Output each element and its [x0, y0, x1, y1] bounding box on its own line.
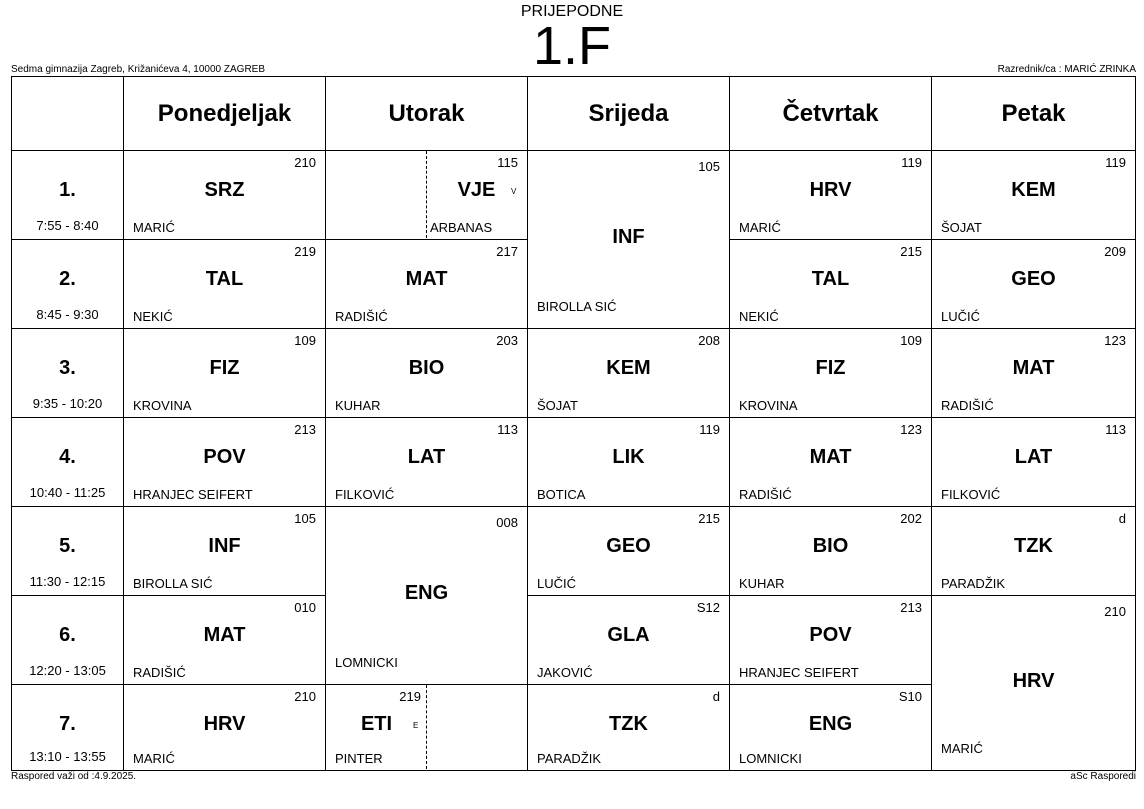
teacher-name: KROVINA [739, 398, 798, 413]
lesson-cell[interactable] [931, 595, 1136, 771]
lesson-cell[interactable] [123, 417, 326, 507]
subject-code: GEO [606, 535, 651, 557]
school-name: Sedma gimnazija Zagreb, Križanićeva 4, 10000 ZAGREB [11, 64, 266, 75]
group-label: V [511, 187, 517, 196]
room-number: 123 [1104, 333, 1126, 348]
period-number: 6. [59, 624, 76, 646]
period-time: 12:20 - 13:05 [29, 663, 106, 678]
subject-code: ENG [404, 582, 449, 604]
teacher-name: KUHAR [335, 398, 381, 413]
lesson-cell[interactable] [729, 150, 932, 240]
lesson-cell[interactable] [729, 328, 932, 418]
room-number: 105 [294, 511, 316, 526]
day-header-0: Ponedjeljak [123, 76, 326, 151]
room-number: 109 [294, 333, 316, 348]
period-number: 5. [59, 535, 76, 557]
lesson-cell[interactable] [123, 506, 326, 596]
room-number: S10 [898, 689, 922, 704]
teacher-name: MARIĆ [133, 751, 175, 766]
lesson-cell[interactable] [729, 595, 932, 685]
teacher-name: ŠOJAT [537, 398, 578, 413]
room-number: 119 [901, 155, 922, 170]
room-number: 217 [496, 244, 518, 259]
teacher-name: FILKOVIĆ [941, 487, 1001, 502]
subject-code: MAT [809, 446, 852, 468]
room-number: 202 [900, 511, 922, 526]
lesson-cell[interactable] [931, 417, 1136, 507]
subject-code: LAT [1014, 446, 1053, 468]
valid-from-note: Raspored važi od :4.9.2025. [11, 771, 137, 782]
period-cell [11, 239, 124, 329]
teacher-name: PINTER [335, 751, 383, 766]
lesson-cell[interactable] [123, 595, 326, 685]
period-number: 1. [59, 179, 76, 201]
period-cell [11, 417, 124, 507]
subject-code: TAL [205, 268, 244, 290]
period-time: 8:45 - 9:30 [36, 307, 99, 322]
teacher-name: MARIĆ [133, 220, 175, 235]
room-number: 119 [1105, 155, 1126, 170]
lesson-cell[interactable] [931, 150, 1136, 240]
subject-code: ENG [808, 713, 853, 735]
subject-code: KEM [606, 357, 651, 379]
subject-code: POV [809, 624, 852, 646]
subject-code: TZK [609, 713, 648, 735]
subject-code: SRZ [204, 179, 245, 201]
room-number: 109 [900, 333, 922, 348]
day-header-4: Petak [931, 76, 1136, 151]
room-number: d [1118, 511, 1126, 526]
room-number: d [712, 689, 720, 704]
subject-code: INF [612, 226, 645, 248]
lesson-cell[interactable] [325, 506, 528, 685]
subject-code: GLA [607, 624, 650, 646]
teacher-name: PARADŽIK [537, 751, 602, 766]
teacher-name: NEKIĆ [133, 309, 173, 324]
room-number: 008 [496, 515, 518, 530]
subject-code: INF [208, 535, 241, 557]
subject-code: VJE [457, 179, 496, 201]
teacher-name: RADIŠIĆ [335, 309, 388, 324]
teacher-name: KUHAR [739, 576, 785, 591]
room-number: 219 [294, 244, 316, 259]
day-header-1: Utorak [325, 76, 528, 151]
day-header-2: Srijeda [527, 76, 730, 151]
teacher-name: RADIŠIĆ [133, 665, 186, 680]
day-header-3: Četvrtak [729, 76, 932, 151]
class-title: 1.F [532, 16, 612, 76]
subject-code: HRV [809, 179, 852, 201]
room-number: 010 [294, 600, 316, 615]
lesson-cell[interactable] [123, 150, 326, 240]
room-number: 215 [698, 511, 720, 526]
period-number: 7. [59, 713, 76, 735]
lesson-cell[interactable] [325, 328, 528, 418]
lesson-cell[interactable] [123, 684, 326, 771]
lesson-cell[interactable] [123, 239, 326, 329]
teacher-name: JAKOVIĆ [537, 665, 593, 680]
teacher-name: ARBANAS [430, 220, 493, 235]
lesson-cell[interactable] [527, 506, 730, 596]
subject-code: MAT [203, 624, 246, 646]
lesson-cell[interactable] [325, 417, 528, 507]
lesson-cell[interactable] [527, 417, 730, 507]
corner-cell [11, 76, 124, 151]
period-cell [11, 328, 124, 418]
subject-code: POV [203, 446, 246, 468]
room-number: 215 [900, 244, 922, 259]
lesson-cell[interactable] [325, 150, 528, 240]
subject-code: LAT [407, 446, 446, 468]
period-time: 13:10 - 13:55 [29, 749, 106, 764]
room-number: 115 [497, 155, 518, 170]
lesson-cell[interactable] [325, 684, 528, 771]
period-cell [11, 506, 124, 596]
period-number: 3. [59, 357, 76, 379]
lesson-cell[interactable] [527, 684, 730, 771]
room-number: 213 [294, 422, 316, 437]
teacher-name: BIROLLA SIĆ [133, 576, 213, 591]
period-cell [11, 684, 124, 771]
period-time: 9:35 - 10:20 [32, 396, 103, 411]
subject-code: LIK [612, 446, 645, 468]
teacher-name: LOMNICKI [335, 655, 398, 670]
subject-code: BIO [408, 357, 445, 379]
room-number: 203 [496, 333, 518, 348]
room-number: 219 [399, 689, 421, 704]
timetable-grid [11, 76, 1135, 770]
lesson-cell[interactable] [325, 239, 528, 329]
lesson-cell[interactable] [123, 328, 326, 418]
subject-code: HRV [203, 713, 246, 735]
subject-code: MAT [1012, 357, 1055, 379]
teacher-name: KROVINA [133, 398, 192, 413]
subject-code: ETI [360, 713, 393, 735]
room-number: 113 [497, 422, 518, 437]
teacher-name: BOTICA [537, 487, 586, 502]
teacher-name: NEKIĆ [739, 309, 779, 324]
lesson-cell[interactable] [729, 239, 932, 329]
subject-code: TAL [811, 268, 850, 290]
lesson-cell[interactable] [729, 684, 932, 771]
lesson-cell[interactable] [527, 595, 730, 685]
teacher-name: FILKOVIĆ [335, 487, 395, 502]
lesson-cell[interactable] [527, 150, 730, 329]
teacher-name: PARADŽIK [941, 576, 1006, 591]
lesson-cell[interactable] [931, 328, 1136, 418]
subject-code: KEM [1011, 179, 1056, 201]
room-number: 113 [1105, 422, 1126, 437]
teacher-name: HRANJEC SEIFERT [739, 665, 859, 680]
period-number: 2. [59, 268, 76, 290]
room-number: 208 [698, 333, 720, 348]
period-time: 11:30 - 12:15 [29, 574, 106, 589]
lesson-cell[interactable] [729, 417, 932, 507]
teacher-name: LUČIĆ [537, 576, 577, 591]
teacher-name: MARIĆ [941, 741, 983, 756]
software-credit: aSc Rasporedi [1070, 771, 1136, 782]
room-number: 210 [294, 689, 316, 704]
teacher-name: HRANJEC SEIFERT [133, 487, 253, 502]
lesson-cell[interactable] [931, 239, 1136, 329]
lesson-cell[interactable] [729, 506, 932, 596]
period-time: 7:55 - 8:40 [36, 218, 99, 233]
subject-code: MAT [405, 268, 448, 290]
subject-code: FIZ [815, 357, 846, 379]
room-number: 209 [1104, 244, 1126, 259]
room-number: S12 [696, 600, 720, 615]
teacher-name: LOMNICKI [739, 751, 802, 766]
period-time: 10:40 - 11:25 [29, 485, 106, 500]
teacher-name: ŠOJAT [941, 220, 982, 235]
subject-code: FIZ [209, 357, 240, 379]
homeroom-teacher: Razrednik/ca : MARIĆ ZRINKA [997, 64, 1136, 75]
shift-label: PRIJEPODNE [520, 3, 624, 20]
room-number: 213 [900, 600, 922, 615]
subject-code: GEO [1011, 268, 1056, 290]
period-number: 4. [59, 446, 76, 468]
room-number: 119 [699, 422, 720, 437]
room-number: 210 [1104, 604, 1126, 619]
group-label: E [413, 721, 419, 730]
subject-code: BIO [812, 535, 849, 557]
teacher-name: BIROLLA SIĆ [537, 299, 617, 314]
subject-code: TZK [1014, 535, 1053, 557]
teacher-name: RADIŠIĆ [739, 487, 792, 502]
teacher-name: RADIŠIĆ [941, 398, 994, 413]
period-cell [11, 595, 124, 685]
lesson-cell[interactable] [931, 506, 1136, 596]
lesson-cell[interactable] [527, 328, 730, 418]
teacher-name: LUČIĆ [941, 309, 981, 324]
room-number: 210 [294, 155, 316, 170]
period-cell [11, 150, 124, 240]
subject-code: HRV [1012, 669, 1055, 692]
room-number: 123 [900, 422, 922, 437]
room-number: 105 [698, 159, 720, 174]
teacher-name: MARIĆ [739, 220, 781, 235]
